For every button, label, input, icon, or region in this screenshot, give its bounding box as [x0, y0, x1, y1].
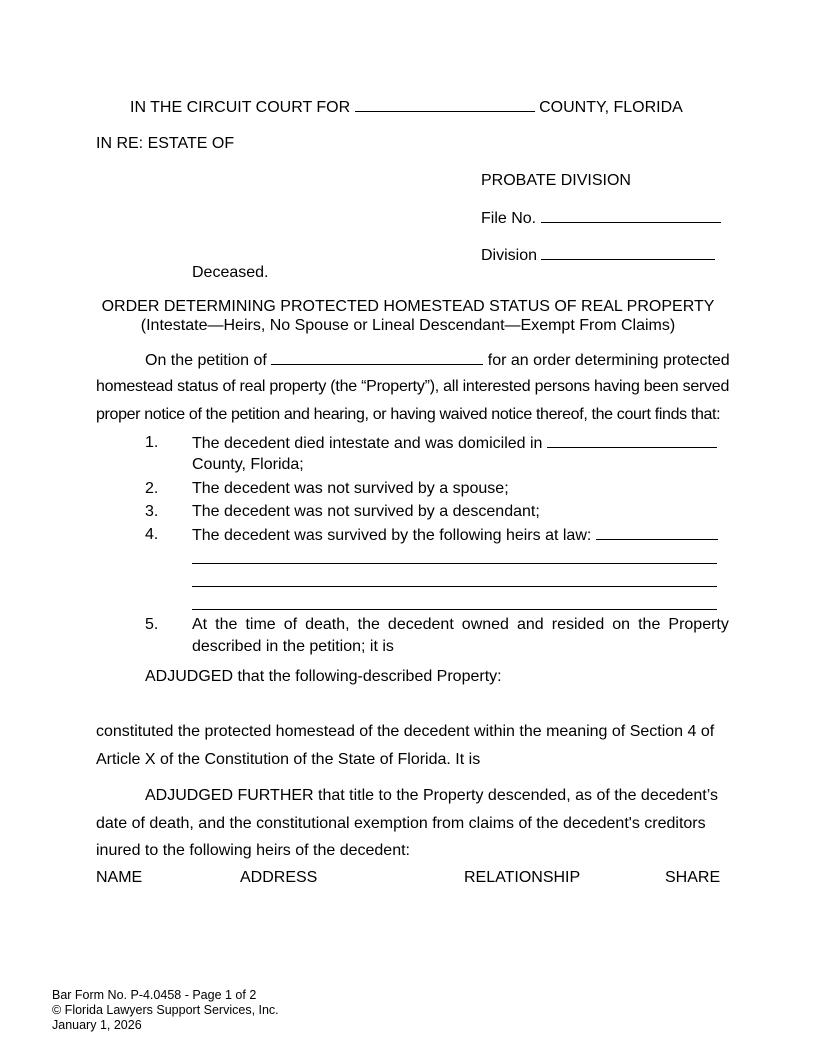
finding-3-text: The decedent was not survived by a descendant; [192, 503, 540, 520]
heirs-blank-2[interactable] [192, 563, 717, 564]
finding-1-number: 1. [145, 434, 159, 451]
division-row [481, 246, 715, 265]
petition-line-2: homestead status of real property (the “Property”), all interested persons having been served [96, 378, 730, 395]
file-no-row [481, 209, 721, 228]
in-re-label: IN RE: ESTATE OF [96, 135, 235, 152]
division-label: Division [481, 247, 538, 264]
court-prefix: IN THE CIRCUIT COURT FOR [130, 99, 351, 116]
finding-1-text [192, 434, 717, 453]
footer-date: January 1, 2026 [52, 1018, 142, 1032]
order-subtitle: (Intestate—Heirs, No Spouse or Lineal Descendant—Exempt From Claims) [140, 317, 676, 334]
finding-5-text: At the time of death, the decedent owned and resided on the Property [192, 616, 729, 633]
finding-2-number: 2. [145, 480, 159, 497]
adjudged-further-line-2: date of death, and the constitutional exemption from claims of the decedent's creditors [96, 815, 706, 832]
petition-line-3: proper notice of the petition and hearing, or having waived notice thereof, the court finds that: [96, 406, 721, 423]
probate-division: PROBATE DIVISION [481, 172, 631, 189]
heirs-blank-4[interactable] [192, 609, 717, 610]
column-header-relationship: RELATIONSHIP [464, 869, 581, 886]
finding-1-label: The decedent died intestate and was domiciled in [192, 435, 543, 452]
order-title: ORDER DETERMINING PROTECTED HOMESTEAD STATUS OF REAL PROPERTY [101, 298, 715, 315]
finding-1-text-2: County, Florida; [192, 456, 304, 473]
file-no-label: File No. [481, 210, 537, 227]
court-suffix: COUNTY, FLORIDA [539, 99, 683, 116]
finding-3-number: 3. [145, 503, 159, 520]
petition-suffix: for an order determining protected [487, 352, 730, 369]
domicile-county-blank[interactable] [547, 434, 717, 448]
petitioner-blank[interactable] [271, 351, 483, 365]
column-header-address: ADDRESS [240, 869, 318, 886]
petition-prefix: On the petition of [145, 352, 267, 369]
footer-form-no: Bar Form No. P-4.0458 - Page 1 of 2 [52, 988, 257, 1002]
heirs-blank-1[interactable] [596, 526, 718, 540]
county-blank[interactable] [355, 98, 535, 112]
petition-line-1 [145, 351, 730, 370]
finding-4-text [192, 526, 718, 545]
constituted-line-1: constituted the protected homestead of the decedent within the meaning of Section 4 of [96, 723, 715, 740]
constituted-line-2: Article X of the Constitution of the State of Florida. It is [96, 751, 481, 768]
adjudged-further-line-1: ADJUDGED FURTHER that title to the Property descended, as of the decedent’s [145, 787, 719, 804]
column-header-name: NAME [96, 869, 143, 886]
footer-copyright: © Florida Lawyers Support Services, Inc. [52, 1003, 279, 1017]
finding-5-text-2: described in the petition; it is [192, 638, 394, 655]
court-header [130, 98, 683, 117]
deceased-label: Deceased. [192, 264, 269, 281]
finding-4-number: 4. [145, 526, 159, 543]
finding-4-label: The decedent was survived by the following heirs at law: [192, 527, 592, 544]
heirs-blank-3[interactable] [192, 586, 717, 587]
adjudged-property: ADJUDGED that the following-described Property: [145, 668, 502, 685]
division-blank[interactable] [541, 246, 715, 260]
column-header-share: SHARE [665, 869, 721, 886]
finding-5-number: 5. [145, 616, 159, 633]
file-no-blank[interactable] [541, 209, 721, 223]
adjudged-further-line-3: inured to the following heirs of the decedent: [96, 842, 410, 859]
finding-2-text: The decedent was not survived by a spouse; [192, 480, 509, 497]
